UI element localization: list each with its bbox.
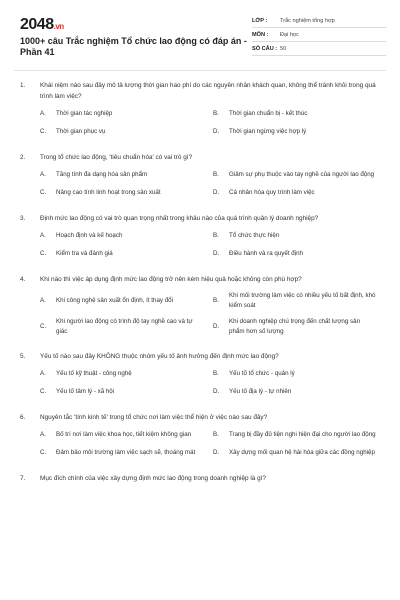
document-header	[14, 12, 386, 64]
meta-row-count	[252, 42, 386, 56]
question-number: 3.	[20, 215, 26, 222]
option-b[interactable]	[213, 230, 376, 242]
question-body: Trong tổ chức lao động, 'tiêu chuẩn hóa' có vai trò gì?	[40, 154, 193, 161]
option-text: Tăng tính đa dạng hóa sản phẩm	[56, 171, 148, 178]
option-key: D.	[213, 449, 220, 456]
meta-value: 50	[280, 45, 287, 52]
option-text: Nâng cao tính linh hoạt trong sản xuất	[56, 189, 161, 196]
question-body: Yếu tố nào sau đây KHÔNG thuộc nhóm yếu tố ảnh hưởng đến định mức lao động?	[40, 353, 279, 360]
question-1	[20, 80, 376, 138]
option-d[interactable]	[213, 187, 376, 199]
option-text: Kiểm tra và đánh giá	[56, 250, 113, 257]
option-text: Khi môi trường làm việc có nhiều yếu tố bất định, khó kiểm soát	[229, 292, 376, 309]
header-divider	[14, 70, 386, 71]
question-text	[20, 80, 376, 102]
option-c[interactable]	[40, 447, 203, 459]
option-key: B.	[213, 370, 219, 377]
option-text: Yếu tố tổ chức - quản lý	[229, 370, 295, 377]
option-key: A.	[40, 431, 46, 438]
option-text: Khi doanh nghiệp chú trọng đến chất lượng sản phẩm hơn số lượng	[229, 318, 361, 335]
question-6	[20, 412, 376, 459]
option-key: A.	[40, 370, 46, 377]
meta-label: SỐ CÂU :	[252, 45, 278, 52]
option-key: A.	[40, 232, 46, 239]
question-number: 7.	[20, 475, 26, 482]
logo-suffix: .vn	[53, 22, 64, 31]
question-list	[20, 80, 376, 498]
option-key: C.	[40, 128, 47, 135]
option-key: D.	[213, 250, 220, 257]
option-b[interactable]	[213, 429, 376, 441]
option-text: Yếu tố kỹ thuật - công nghệ	[56, 370, 132, 377]
meta-value: Trắc nghiệm tổng hợp	[280, 17, 335, 24]
option-text: Hoạch định và kế hoạch	[56, 232, 123, 239]
meta-row-class	[252, 14, 386, 28]
option-c[interactable]	[40, 126, 203, 138]
question-text	[20, 412, 376, 423]
site-logo[interactable]	[20, 16, 64, 34]
option-key: C.	[40, 189, 47, 196]
question-4	[20, 274, 376, 337]
option-a[interactable]	[40, 291, 203, 311]
option-key: D.	[213, 189, 220, 196]
option-key: A.	[40, 297, 46, 304]
document-title: 1000+ câu Trắc nghiệm Tổ chức lao động có đáp án - Phần 41	[20, 36, 247, 57]
option-text: Thời gian tác nghiệp	[56, 110, 113, 117]
meta-value: Đại học	[280, 31, 299, 38]
option-key: A.	[40, 110, 46, 117]
question-number: 1.	[20, 82, 26, 89]
question-2	[20, 152, 376, 199]
option-key: D.	[213, 128, 220, 135]
question-number: 2.	[20, 154, 26, 161]
question-text	[20, 351, 376, 362]
option-b[interactable]	[213, 291, 376, 311]
question-number: 4.	[20, 276, 26, 283]
option-list	[40, 108, 376, 138]
option-text: Trang bị đầy đủ tiện nghi hiện đại cho người lao động	[229, 431, 376, 438]
option-d[interactable]	[213, 386, 376, 398]
meta-table	[252, 14, 386, 56]
option-d[interactable]	[213, 248, 376, 260]
option-text: Bố trí nơi làm việc khoa học, tiết kiệm không gian	[56, 431, 192, 438]
option-key: D.	[213, 388, 220, 395]
question-body: Định mức lao động có vai trò quan trọng nhất trong khâu nào của quá trình quản lý doanh nghiệp?	[40, 215, 319, 222]
option-a[interactable]	[40, 368, 203, 380]
question-7	[20, 473, 376, 484]
option-text: Thời gian ngừng việc hợp lý	[229, 128, 307, 135]
option-text: Khi công nghệ sản xuất ổn định, ít thay đổi	[56, 297, 173, 304]
option-key: C.	[40, 323, 47, 330]
option-key: D.	[213, 323, 220, 330]
option-text: Cá nhân hóa quy trình làm việc	[229, 189, 315, 196]
option-text: Giảm sự phụ thuộc vào tay nghề của người lao động	[229, 171, 375, 178]
option-text: Khi người lao động có trình độ tay nghề cao và tự giác	[56, 318, 193, 335]
option-list	[40, 291, 376, 337]
option-key: B.	[213, 232, 219, 239]
option-text: Xây dựng mối quan hệ hài hòa giữa các đồng nghiệp	[229, 449, 375, 456]
option-list	[40, 169, 376, 199]
option-d[interactable]	[213, 447, 376, 459]
option-c[interactable]	[40, 317, 203, 337]
option-key: A.	[40, 171, 46, 178]
meta-label: MÔN :	[252, 31, 269, 38]
option-key: C.	[40, 449, 47, 456]
question-text	[20, 274, 376, 285]
question-3	[20, 213, 376, 260]
question-body: Khi nào thì việc áp dụng định mức lao động trở nên kém hiệu quả hoặc không còn phù hợp?	[40, 276, 302, 283]
option-key: B.	[213, 297, 219, 304]
option-a[interactable]	[40, 108, 203, 120]
option-text: Tổ chức thực hiện	[229, 232, 280, 239]
meta-row-subject	[252, 28, 386, 42]
option-key: C.	[40, 388, 47, 395]
option-d[interactable]	[213, 126, 376, 138]
option-text: Thời gian chuẩn bị - kết thúc	[229, 110, 308, 117]
option-text: Thời gian phục vụ	[56, 128, 106, 135]
option-b[interactable]	[213, 108, 376, 120]
option-a[interactable]	[40, 429, 203, 441]
option-list	[40, 368, 376, 398]
option-b[interactable]	[213, 169, 376, 181]
question-body: Nguyên tắc 'tính kinh tế' trong tổ chức nơi làm việc thể hiện ở việc nào sau đây?	[40, 414, 268, 421]
option-text: Yếu tố địa lý - tự nhiên	[229, 388, 292, 395]
option-list	[40, 429, 376, 459]
option-a[interactable]	[40, 169, 203, 181]
option-text: Đảm bảo môi trường làm việc sạch sẽ, thoáng mát	[56, 449, 196, 456]
option-key: B.	[213, 431, 219, 438]
question-body: Mục đích chính của việc xây dựng định mức lao động trong doanh nghiệp là gì?	[40, 475, 266, 482]
option-text: Yếu tố tâm lý - xã hội	[56, 388, 115, 395]
question-body: Khái niệm nào sau đây mô tả lượng thời gian hao phí do các nguyên nhân khách quan, không thể tránh khỏi trong quá trình làm việc?	[40, 82, 376, 100]
option-list	[40, 230, 376, 260]
option-key: B.	[213, 110, 219, 117]
question-5	[20, 351, 376, 398]
option-c[interactable]	[40, 248, 203, 260]
question-number: 6.	[20, 414, 26, 421]
option-b[interactable]	[213, 368, 376, 380]
meta-label: LỚP :	[252, 17, 268, 24]
option-key: B.	[213, 171, 219, 178]
question-text	[20, 473, 376, 484]
question-text	[20, 213, 376, 224]
option-text: Điều hành và ra quyết định	[229, 250, 303, 257]
option-d[interactable]	[213, 317, 376, 337]
option-c[interactable]	[40, 187, 203, 199]
question-number: 5.	[20, 353, 26, 360]
logo-main: 2048	[20, 16, 54, 33]
option-a[interactable]	[40, 230, 203, 242]
option-c[interactable]	[40, 386, 203, 398]
option-key: C.	[40, 250, 47, 257]
question-text	[20, 152, 376, 163]
